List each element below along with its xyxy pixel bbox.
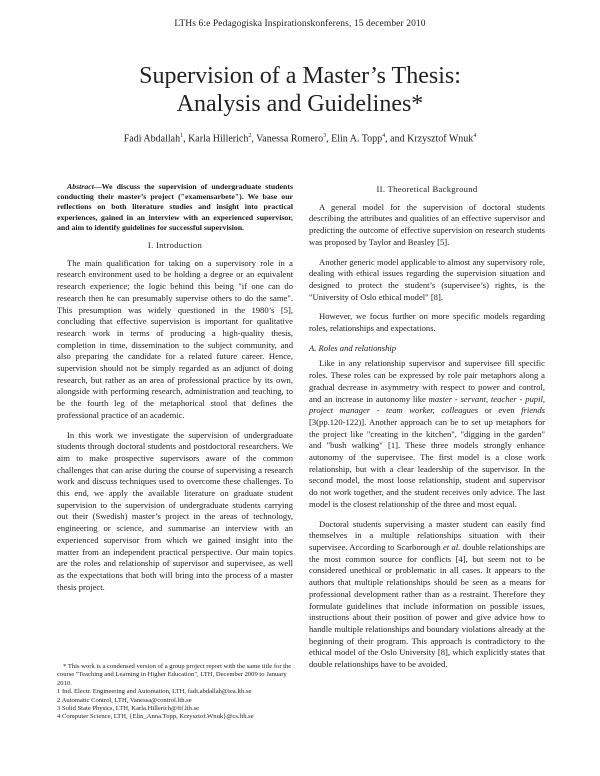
- author-affiliation-mark: 4: [473, 133, 477, 139]
- footnotes: [57, 663, 293, 722]
- footnote-star: * This work is a condensed version of a group project report with the same title for the course "Teaching and Learning in Higher Education", LTH, December 2009 to January 2010.: [57, 663, 292, 687]
- author-affiliation-mark: 1: [180, 133, 184, 139]
- body-paragraph: In this work we investigate the supervision of undergraduate students through doctoral students and postdoctoral researchers. We aim to make prospective supervisors aware of the common challenges that can arise during the course of supervising a research work and discuss techniques used to overcome these challenges. To this end, we apply the available literature on graduate student supervision to the supervision of undergraduate students carrying out their (Swedish) master’s project in the areas of technology, engineering or science, and summarise an interview with an experienced supervisor from which we gained insight into the matter from an independent practical perspective. Our main topics are the roles and relationship of supervisor and supervisee, as well as the expectations that both will bring into the process of a master thesis project.: [57, 429, 293, 592]
- paper-title-line-2: Analysis and Guidelines*: [176, 91, 424, 117]
- author-separator: ,: [326, 133, 332, 145]
- text-run: Doctoral students supervising a master student can easily find themselves in a multiple relationships situation with their supervisee. According to Scarborough: [309, 518, 545, 552]
- right-column: [309, 182, 545, 679]
- paper-title-line-1: Supervision of a Master’s Thesis:: [139, 63, 461, 89]
- footnote-4: 4 Computer Science, LTH, {Elin_Anna.Topp, Krzysztof.Wnuk}@cs.lth.se: [57, 713, 254, 721]
- body-paragraph: A general model for the supervision of doctoral students describing the attributes and qualities of an effective supervisor and predicting the outcome of effective supervision on research students was proposed by Taylor and Beasley [5].: [309, 201, 545, 247]
- emphasis: friends: [521, 405, 545, 416]
- author-separator: ,: [251, 133, 257, 145]
- footnote-2: 2 Automatic Control, LTH, Vanessa@control.lth.se: [57, 696, 192, 704]
- author-affiliation-mark: 2: [248, 133, 252, 139]
- body-paragraph: [309, 519, 545, 671]
- author-affiliation-mark: 4: [382, 133, 386, 139]
- author-list: [0, 133, 600, 144]
- author-name: Fadi Abdallah: [123, 133, 181, 145]
- abstract: Abstract—We discuss the supervision of undergraduate students conducting their master’s project ("examensarbete"). We base our reflections on both literature studies and insight into practical experiences, gained in an interview with an experienced supervisor, and aim to identify guidelines for successful supervision.: [57, 182, 293, 232]
- author-separator: ,: [183, 133, 189, 145]
- running-header: LTHs 6:e Pedagogiska Inspirationskonferens, 15 december 2010: [174, 19, 426, 29]
- text-run: Like in any relationship supervisor and supervisee fill specific roles. These roles can be expressed by role pair metaphors along a gradual decrease in asymmetry with respect to power and control, and an increase in autonomy like: [309, 358, 545, 404]
- author-name: Krzysztof Wnuk: [407, 133, 474, 145]
- text-run: or even: [478, 405, 522, 416]
- footnote-1: 1 Ind. Electr. Engineering and Automation, LTH, fadi.abdallah@iea.lth.se: [57, 688, 252, 696]
- footnote-3: 3 Solid State Physics, LTH, Karla.Hillerich@ftf.lth.se: [57, 705, 200, 713]
- section-heading-introduction: I. Introduction: [147, 240, 203, 251]
- body-paragraph: However, we focus further on more specific models regarding roles, relationships and expectations.: [309, 311, 545, 334]
- body-paragraph: [309, 358, 545, 510]
- section-heading-background: II. Theoretical Background: [376, 184, 478, 194]
- subsection-heading-roles: A. Roles and relationship: [309, 342, 397, 353]
- body-paragraph: Another generic model applicable to almost any supervisory role, dealing with ethical issues regarding the supervision situation and designed to protect the student’s (supervisee’s) rights, is the "University of Oslo ethical model" [8].: [309, 256, 545, 302]
- author-name: Karla Hillerich: [188, 133, 249, 145]
- left-column: [57, 182, 293, 601]
- author-separator: , and: [385, 133, 408, 145]
- abstract-label: Abstract: [67, 182, 94, 191]
- emphasis: et al.: [442, 541, 461, 552]
- emphasis: master - servant, teacher - pupil, project manager - team worker, colleagues: [309, 393, 546, 416]
- text-run: [3(pp.120-122)]. Another approach can be to set up metaphors for the project like "creating in the kitchen", "digging in the garden" and "bush walking" [1]. These three models strongly enhance autonomy of the supervisee. The first model is a close work relationship, but with a clear leadership of the supervisor. In the second model, the most loose relationship, student and supervisor do not work together, and the student receives only advice. The last model is the closest relationship of the three and most equal.: [309, 416, 545, 509]
- author-name: Elin A. Topp: [331, 133, 383, 145]
- author-name: Vanessa Romero: [256, 133, 324, 145]
- text-run: double relationships are the most common source for conflicts [4], but seem not to be considered unethical or problematic in all cases. It appears to the authors that multiple relationships should be seen as a means for professional development rather than as a restraint. Therefore they formulate guidelines that include information on possible issues, instructions about their position of power and give advice how to handle multiple relationships and boundary violations already at the beginning of their program. This approach is contradictory to the ethical model of the Oslo University [8], which explicitly states that double relationships have to be avoided.: [309, 541, 545, 670]
- paper-title: [0, 62, 600, 118]
- abstract-text: We discuss the supervision of undergraduate students conducting their master’s project ("examensarbete"). We base our reflections on both literature studies and insight into practical experiences, gained in an interview with an experienced supervisor, and aim to identify guidelines for successful supervision.: [57, 182, 293, 232]
- body-paragraph: The main qualification for taking on a supervisory role in a research environment used to be holding a degree or an equivalent research experience; the logic behind this being "if one can do research then he can presumably supervise others to do the same". This presumption was widely questioned in the 1980’s [5], concluding that effective supervision is important for qualitative research work in terms of producing a high-quality thesis, completion in time, dissemination to the subject community, and also preparing the candidate for a related future career. Hence, supervision should not be simply regarded as an adjunct of doing research, but rather as an area of professional practice by its own, alongside with performing research, administration and teaching, to be the fourth leg of the metaphorical stool that defines the professional practice of an academic.: [57, 257, 293, 420]
- author-affiliation-mark: 3: [323, 133, 327, 139]
